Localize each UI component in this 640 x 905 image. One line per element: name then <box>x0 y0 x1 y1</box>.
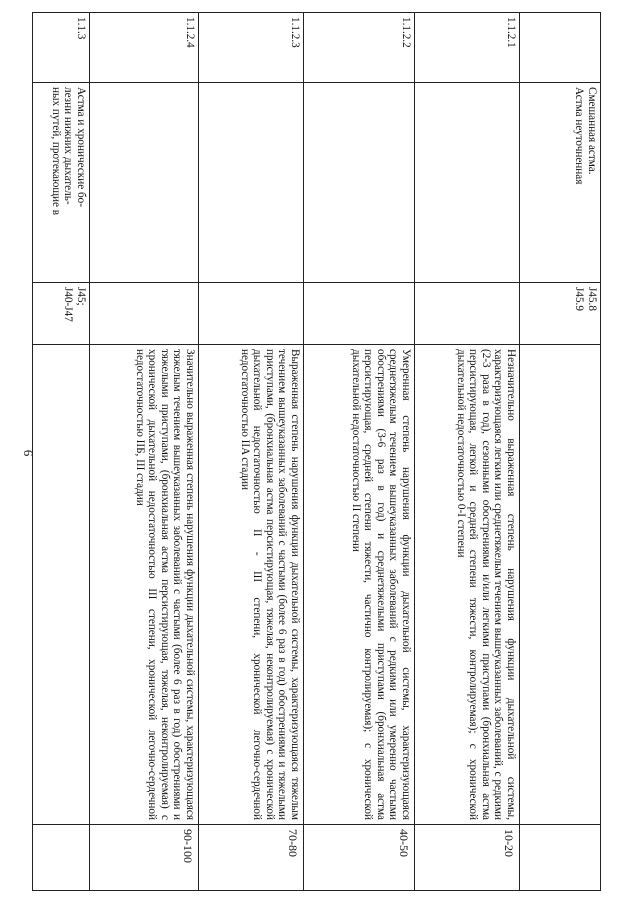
cell-percent: 40-50 <box>304 825 415 891</box>
cell-code-empty <box>199 283 304 345</box>
cell-item-number: 1.1.2.3 <box>199 13 304 83</box>
table-row <box>33 13 90 891</box>
icd-code-line: J45.8 <box>586 287 598 311</box>
cell-name-empty <box>415 83 520 283</box>
cell-description-empty <box>520 345 601 825</box>
disease-name-line: ных путей, протекающие в <box>49 87 62 216</box>
table-row <box>90 13 199 891</box>
cell-name-empty <box>304 83 415 283</box>
cell-severity-description: Умеренная степень нарушения функции дыхательной системы, характеризующаяся среднетяжелым течением вышеуказанных заболеваний с редкими или умеренно частыми обострениями (3-6 раз в год) и среднетяжелыми приступами (бронхиальная астма персистирующая, средней степени тяжести, частично контролируемая); с хронической дыхательной недостаточностью II степени <box>304 345 415 825</box>
cell-item-number: 1.1.3 <box>33 13 90 83</box>
cell-percent: 10-20 <box>415 825 520 891</box>
cell-code-empty <box>415 283 520 345</box>
cell-severity-description: Выраженная степень нарушения функции дыхательной системы, характеризующаяся тяжелым течением вышеуказанных заболеваний с частыми (более 6 раз в год) обострениями и тяжелыми приступами, (бронхиальная астма персистирующая, тяжелая, неконтролируемая) с хронической дыхательной недостаточностью II - III степени, хронической легочно-сердечной недостаточностью IIA стадии <box>199 345 304 825</box>
cell-item-number: 1.1.2.2 <box>304 13 415 83</box>
disability-criteria-table <box>32 12 601 891</box>
rotated-table-container <box>49 12 601 890</box>
icd-code-line: J40-J47 <box>62 287 75 322</box>
table-row <box>415 13 520 891</box>
cell-code-empty <box>304 283 415 345</box>
cell-percent: 70-80 <box>199 825 304 891</box>
cell-item-number: 1.1.2.1 <box>415 13 520 83</box>
cell-code-empty <box>90 283 199 345</box>
cell-icd-code <box>520 283 601 345</box>
page-number: 6 <box>21 449 36 457</box>
cell-name-empty <box>90 83 199 283</box>
cell-percent-empty <box>33 825 90 891</box>
cell-item-number: 1.1.2.4 <box>90 13 199 83</box>
icd-code-line: J45; <box>75 287 87 306</box>
cell-severity-description: Незначительно выраженная степень нарушения функции дыхательной системы, характеризующаяся легким или среднетяжелым течением вышеуказанных заболеваний, с редкими (2-3 раза в год), сезонными обострениями и/или легкими приступами (бронхиальная астма персистирующая, легкой и средней степени тяжести, контролируемая); с хронической дыхательной недостаточностью 0-I степени <box>415 345 520 825</box>
cell-percent: 90-100 <box>90 825 199 891</box>
disease-name-line: Астма неуточненная <box>573 87 586 185</box>
cell-disease-name <box>33 83 90 283</box>
cell-disease-name <box>520 83 601 283</box>
icd-code-line: J45.9 <box>573 287 586 311</box>
cell-percent-empty <box>520 825 601 891</box>
cell-icd-code <box>33 283 90 345</box>
cell-number-empty <box>520 13 601 83</box>
disease-name-line: лезни нижних дыхатель- <box>62 87 75 205</box>
cell-severity-description: Значительно выраженная степень нарушения функции дыхательной системы, характеризующаяся тяжелым течением вышеуказанных заболеваний с частыми (более 6 раз в год) обострениями и тяжелыми приступами, (бронхиальная астма персистирующая, тяжелая, неконтролируемая) с хронической дыхательной недостаточностью III степени, хронической легочно-сердечной недостаточностью IIБ, III стадии <box>90 345 199 825</box>
cell-description-empty <box>33 345 90 825</box>
table-row <box>304 13 415 891</box>
disease-name-line: Смешанная астма. <box>586 87 598 175</box>
cell-name-empty <box>199 83 304 283</box>
disease-name-line: Астма и хронические бо- <box>75 87 87 207</box>
table-row <box>520 13 601 891</box>
table-row <box>199 13 304 891</box>
